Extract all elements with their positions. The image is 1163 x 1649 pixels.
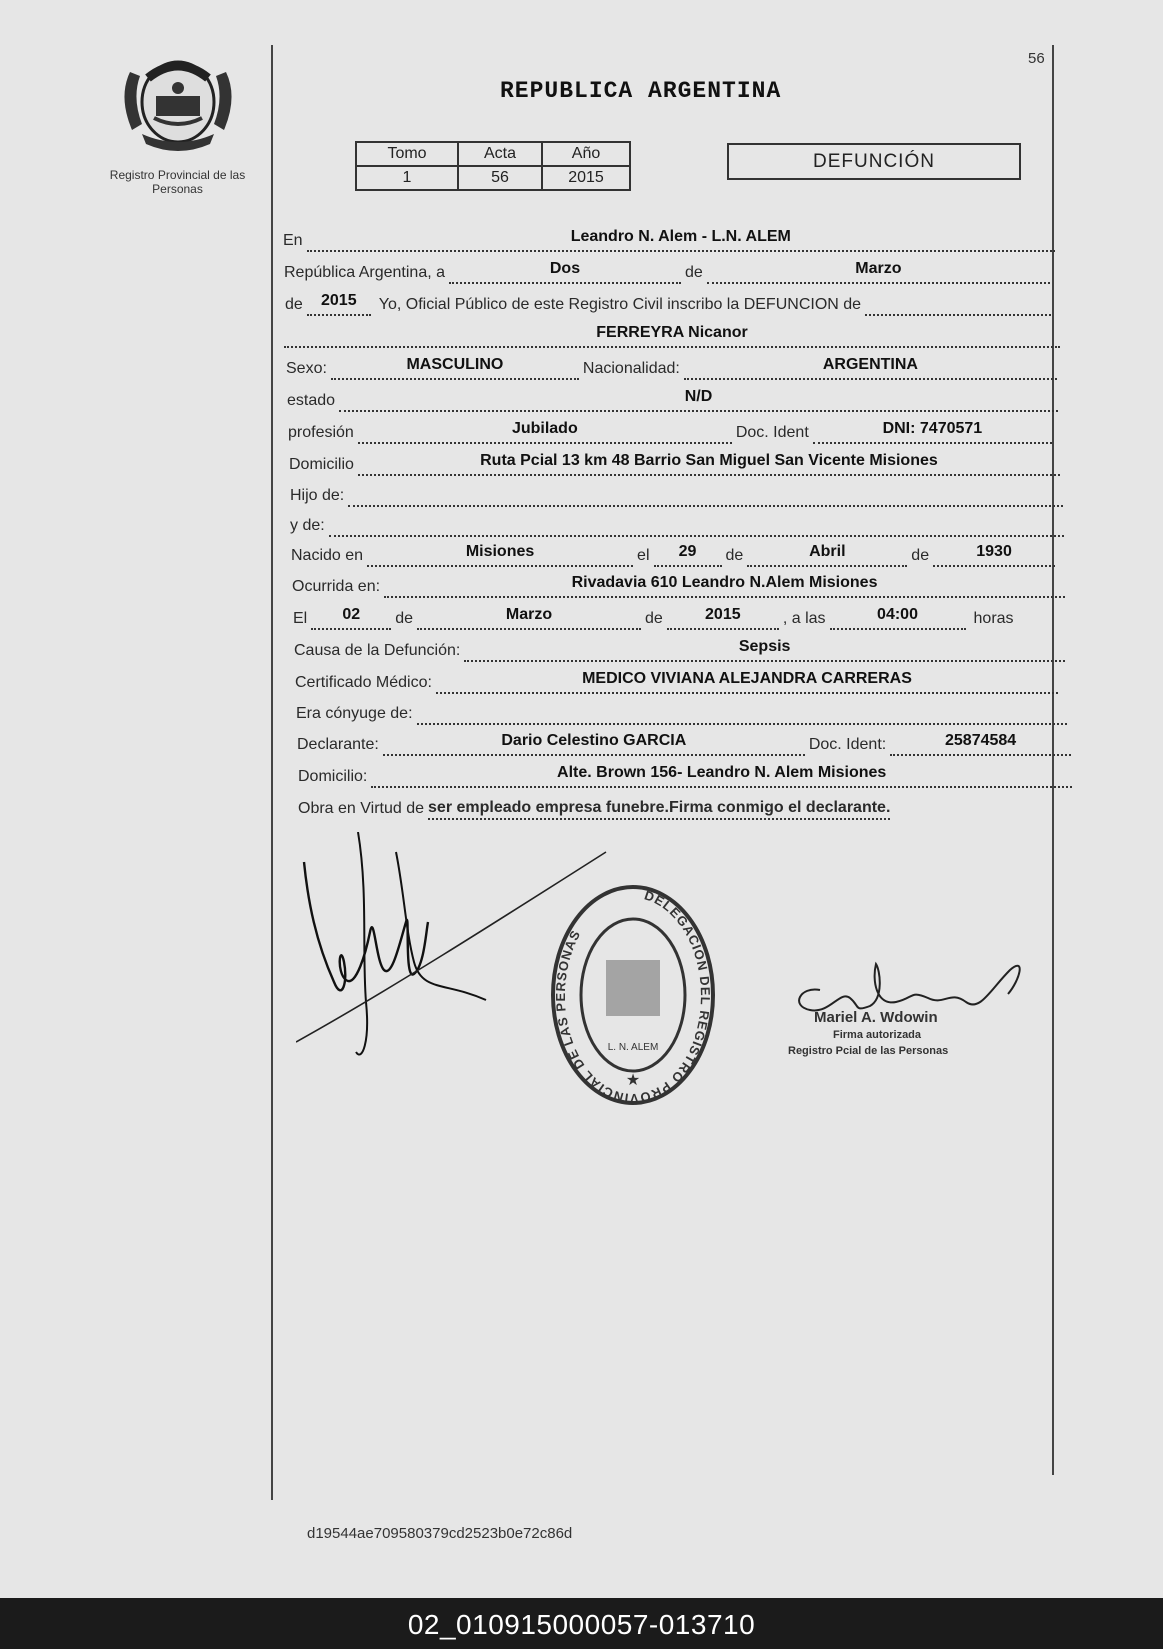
row-conyuge xyxy=(296,695,1071,725)
el-label: el xyxy=(637,547,650,564)
nacido-label: Nacido en xyxy=(291,547,364,564)
certificado-value: MEDICO VIVIANA ALEJANDRA CARRERAS xyxy=(582,670,912,687)
row-nombre xyxy=(284,318,1060,348)
mes-field xyxy=(707,254,1050,284)
ocurrida-value: Rivadavia 610 Leandro N.Alem Misiones xyxy=(571,574,878,591)
estado-label: estado xyxy=(287,392,336,409)
row-nacido xyxy=(291,537,1059,567)
anio-value: 2015 xyxy=(321,292,357,309)
inscribo-text: Yo, Oficial Público de este Registro Civil inscribo la DEFUNCION de xyxy=(378,296,862,313)
mes-value: Marzo xyxy=(855,260,902,277)
document-hash: d19544ae709580379cd2523b0e72c86d xyxy=(307,1525,573,1542)
causa-label: Causa de la Defunción: xyxy=(294,642,461,659)
de-label-5: de xyxy=(395,610,414,627)
nacionalidad-label: Nacionalidad: xyxy=(582,360,680,377)
certificado-label: Certificado Médico: xyxy=(295,674,432,691)
def-mes-field xyxy=(417,600,641,630)
conyuge-field xyxy=(417,695,1067,725)
doc2-value: 25874584 xyxy=(945,732,1017,749)
record-header-anio: Año xyxy=(542,142,630,166)
domicilio-field xyxy=(358,446,1060,476)
row-sexo xyxy=(286,350,1061,380)
registry-stamp xyxy=(548,880,718,1110)
profesion-label: profesión xyxy=(288,424,354,441)
domicilio-value: Ruta Pcial 13 km 48 Barrio San Miguel San Vicente Misiones xyxy=(480,452,938,469)
footer-code: 02_010915000057-013710 xyxy=(407,1608,756,1640)
province-seal-logo xyxy=(118,52,238,152)
horas-label: horas xyxy=(973,610,1014,627)
alas-label: , a las xyxy=(782,610,826,627)
yde-label: y de: xyxy=(290,517,325,534)
svg-text:★: ★ xyxy=(625,1072,641,1089)
ocurrida-field xyxy=(384,568,1065,598)
obra-value: ser empleado empresa funebre.Firma conmigo el declarante. xyxy=(428,799,890,820)
doc-value: DNI: 7470571 xyxy=(882,420,983,437)
yde-field xyxy=(329,507,1064,537)
en-value: Leandro N. Alem - L.N. ALEM xyxy=(570,228,791,245)
de-label-6: de xyxy=(645,610,663,627)
de-label-3: de xyxy=(725,547,744,564)
doc2-label: Doc. Ident: xyxy=(808,736,887,753)
doc2-field xyxy=(890,726,1071,756)
hora-field xyxy=(830,600,966,630)
row-domicilio2 xyxy=(298,758,1076,788)
def-mes-value: Marzo xyxy=(505,606,553,623)
authority-role: Firma autorizada xyxy=(833,1029,922,1041)
de-label-4: de xyxy=(911,547,930,564)
nacido-dia-field xyxy=(654,537,722,567)
record-table-value-row xyxy=(356,166,630,190)
nacionalidad-value: ARGENTINA xyxy=(822,356,918,373)
nacido-anio-value: 1930 xyxy=(976,543,1012,560)
record-table xyxy=(355,141,631,191)
svg-text:DELEGACION DEL REGISTRO PROVIN: DELEGACION DEL REGISTRO PROVINCIAL DE LAS PERSONAS xyxy=(552,887,714,1107)
sexo-label: Sexo: xyxy=(286,360,327,377)
estado-field xyxy=(339,382,1058,412)
nacido-dia-value: 29 xyxy=(678,543,697,560)
nacido-mes-field xyxy=(747,537,907,567)
certificado-field xyxy=(436,664,1058,694)
def-anio-value: 2015 xyxy=(705,606,741,623)
ocurrida-label: Ocurrida en: xyxy=(292,578,381,595)
page-number: 56 xyxy=(1028,50,1045,67)
record-value-tomo: 1 xyxy=(356,166,458,190)
en-label: En xyxy=(283,232,303,249)
row-yde xyxy=(290,507,1068,537)
row-causa xyxy=(294,632,1069,662)
authority-signature xyxy=(780,950,1050,1060)
profesion-field xyxy=(358,414,732,444)
republica-label: República Argentina, a xyxy=(284,264,445,281)
causa-value: Sepsis xyxy=(738,638,791,655)
sexo-field xyxy=(331,350,579,380)
row-obra xyxy=(298,790,1058,820)
row-ocurrida xyxy=(292,568,1069,598)
de-label-1: de xyxy=(685,264,703,281)
record-header-tomo: Tomo xyxy=(356,142,458,166)
domicilio-label: Domicilio xyxy=(289,456,354,473)
authority-name: Mariel A. Wdowin xyxy=(814,1009,938,1026)
row-anio xyxy=(285,286,1055,316)
doc-field xyxy=(813,414,1052,444)
domicilio2-field xyxy=(371,758,1072,788)
hijo-label: Hijo de: xyxy=(290,487,345,504)
page-title: REPUBLICA ARGENTINA xyxy=(500,78,782,104)
nacido-anio-field xyxy=(933,537,1055,567)
row-certificado xyxy=(295,664,1062,694)
hora-value: 04:00 xyxy=(877,606,918,623)
record-type-box: DEFUNCIÓN xyxy=(727,143,1021,180)
record-header-acta: Acta xyxy=(458,142,542,166)
causa-field xyxy=(464,632,1065,662)
conyuge-label: Era cónyuge de: xyxy=(296,705,413,722)
def-anio-field xyxy=(667,600,779,630)
anio-field xyxy=(307,286,371,316)
inscribo-trail-field xyxy=(865,286,1051,316)
dia-value: Dos xyxy=(549,260,581,277)
nombre-field xyxy=(284,318,1060,348)
El-label: El xyxy=(293,610,308,627)
nacionalidad-field xyxy=(684,350,1057,380)
def-dia-field xyxy=(311,600,391,630)
authority-org: Registro Pcial de las Personas xyxy=(788,1045,949,1057)
registry-label: Registro Provincial de las Personas xyxy=(109,168,246,196)
row-republica xyxy=(284,254,1054,284)
def-dia-value: 02 xyxy=(342,606,361,623)
row-en xyxy=(283,222,1059,252)
record-value-acta: 56 xyxy=(458,166,542,190)
de-label-2: de xyxy=(285,296,303,313)
record-table-header-row xyxy=(356,142,630,166)
declarante-label: Declarante: xyxy=(297,736,379,753)
nombre-value: FERREYRA Nicanor xyxy=(596,324,748,341)
domicilio2-label: Domicilio: xyxy=(298,768,368,785)
declarante-value: Dario Celestino GARCIA xyxy=(501,732,687,749)
profesion-value: Jubilado xyxy=(511,420,578,437)
declarante-field xyxy=(383,726,805,756)
record-value-anio: 2015 xyxy=(542,166,630,190)
dia-field xyxy=(449,254,681,284)
row-profesion xyxy=(288,414,1056,444)
obra-label: Obra en Virtud de xyxy=(298,800,425,817)
row-declarante xyxy=(297,726,1075,756)
nacido-lugar-value: Misiones xyxy=(465,543,535,560)
row-fecha-defuncion xyxy=(293,600,1070,630)
row-hijo xyxy=(290,477,1067,507)
row-estado xyxy=(287,382,1062,412)
nacido-lugar-field xyxy=(367,537,633,567)
domicilio2-value: Alte. Brown 156- Leandro N. Alem Misiones xyxy=(557,764,887,781)
en-field xyxy=(307,222,1055,252)
doc-label: Doc. Ident xyxy=(735,424,809,441)
sexo-value: MASCULINO xyxy=(406,356,504,373)
estado-value: N/D xyxy=(684,388,713,405)
hijo-field xyxy=(348,477,1063,507)
left-margin-line xyxy=(271,45,273,1500)
svg-text:L. N. ALEM: L. N. ALEM xyxy=(607,1042,659,1053)
row-domicilio xyxy=(289,446,1064,476)
nacido-mes-value: Abril xyxy=(809,543,846,560)
